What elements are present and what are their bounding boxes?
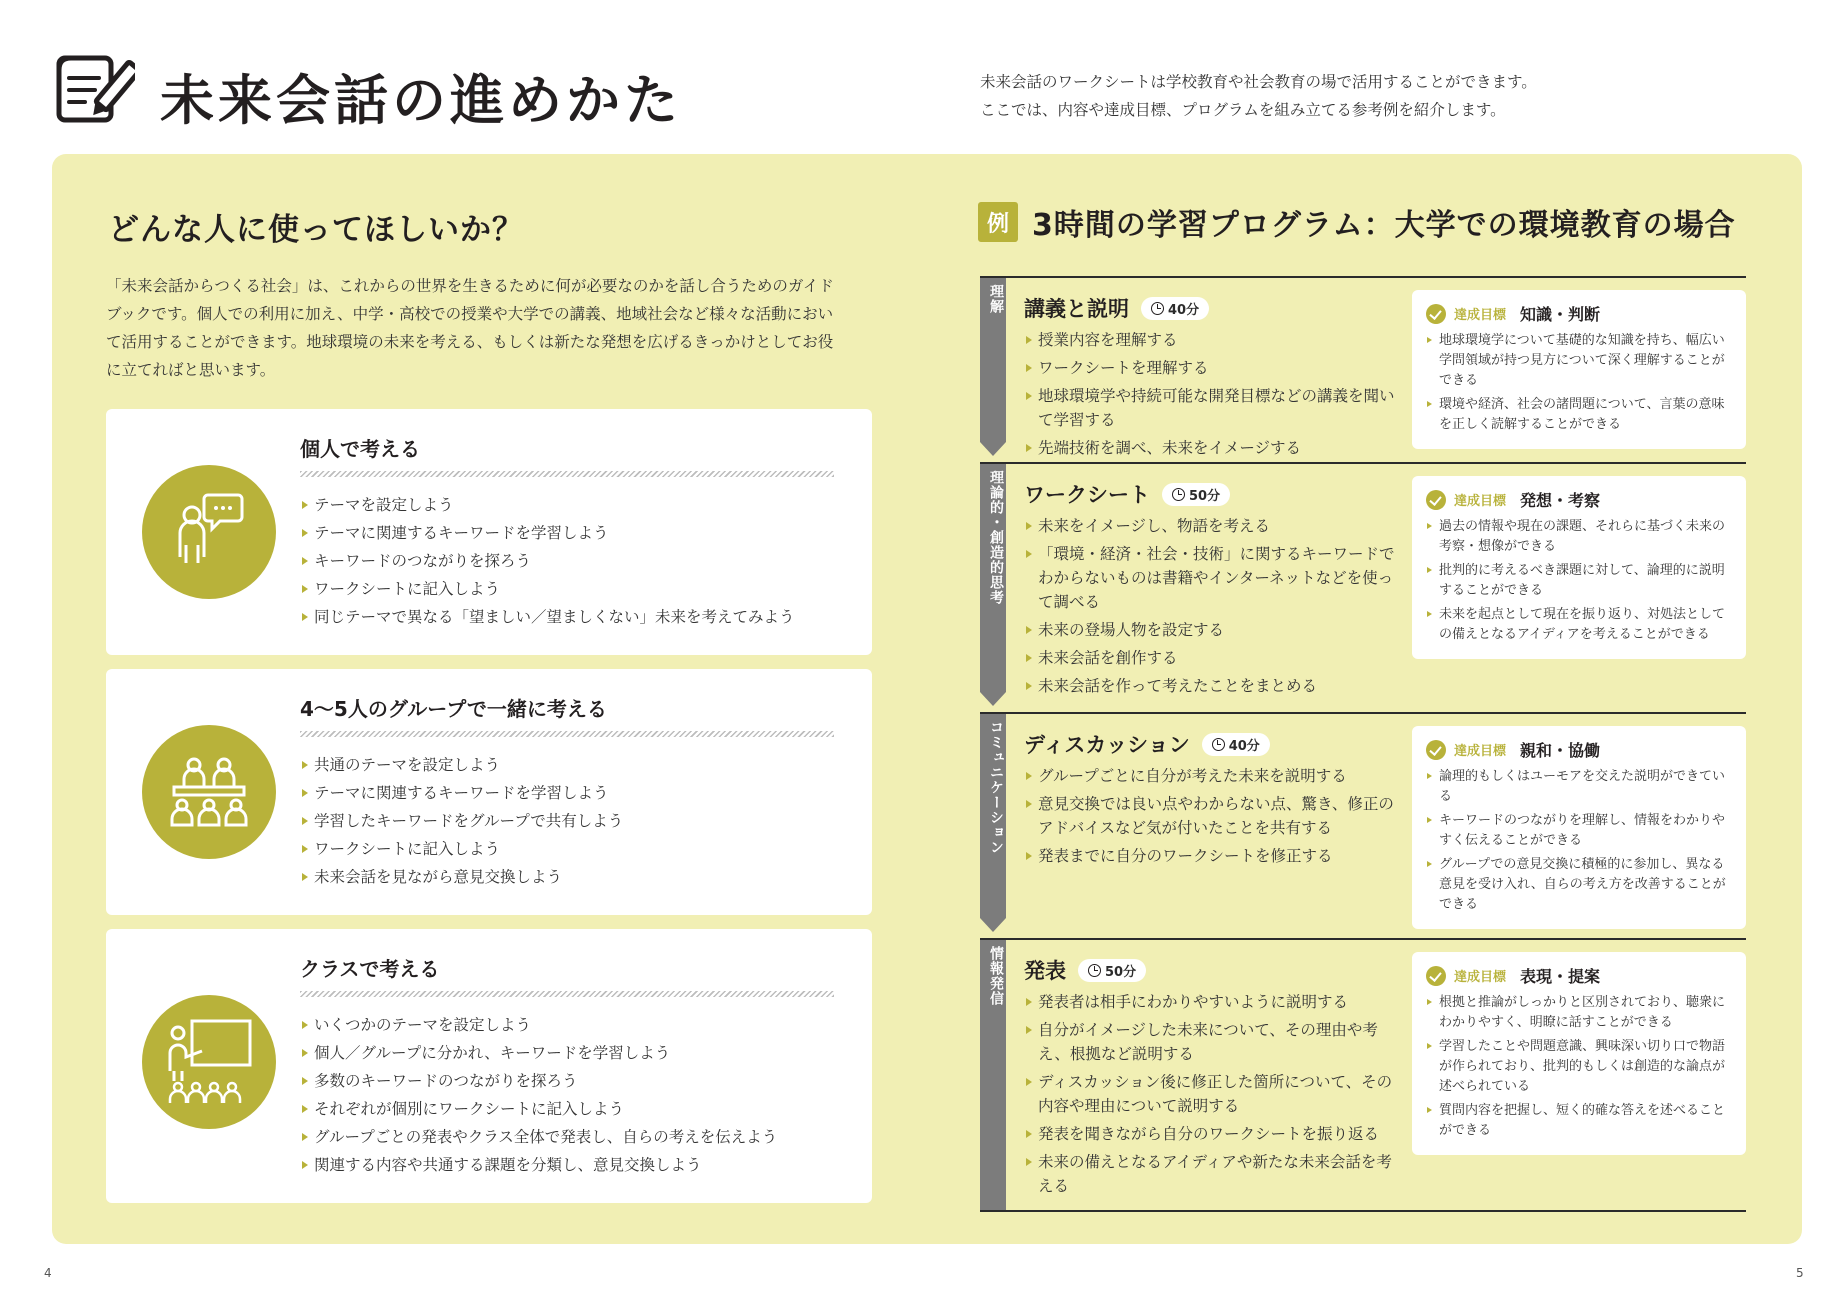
- list-item: 未来の登場人物を設定する: [1024, 618, 1404, 642]
- list-item: 同じテーマで異なる「望ましい／望ましくない」未来を考えてみよう: [300, 603, 795, 631]
- time-badge: [1141, 297, 1209, 320]
- example-badge: 例: [978, 202, 1018, 242]
- session-title: [1024, 479, 1230, 509]
- goal-head: [1426, 738, 1732, 761]
- session-list: [1024, 514, 1404, 702]
- header-intro-line: 未来会話のワークシートは学校教育や社会教育の場で活用することができます。: [980, 73, 1537, 91]
- divider: [980, 276, 1746, 278]
- person-speech-icon: [142, 465, 276, 599]
- time-text: 40分: [1168, 302, 1200, 318]
- session-list: [1024, 328, 1404, 464]
- session-list: [1024, 990, 1404, 1202]
- phase-label: 情報発信: [988, 946, 1004, 1006]
- list-item: テーマに関連するキーワードを学習しよう: [300, 779, 623, 807]
- session-name: 発表: [1024, 959, 1066, 983]
- list-item: 未来をイメージし、物語を考える: [1024, 514, 1404, 538]
- goal-head: [1426, 488, 1732, 511]
- phase-label: 理論的・創造的思考: [988, 470, 1004, 605]
- goal-name: 親和・協働: [1520, 741, 1601, 760]
- clock-icon: [1088, 964, 1101, 977]
- list-item: 「環境・経済・社会・技術」に関するキーワードでわからないものは書籍やインターネットなどを使って調べる: [1024, 542, 1404, 614]
- time-text: 50分: [1189, 488, 1221, 504]
- check-icon: [1426, 304, 1446, 324]
- list-item: 未来会話を作って考えたことをまとめる: [1024, 674, 1404, 698]
- divider: [980, 712, 1746, 714]
- goal-item: 環境や経済、社会の諸問題について、言葉の意味を正しく読解することができる: [1426, 395, 1732, 435]
- list-item: ディスカッション後に修正した箇所について、その内容や理由について説明する: [1024, 1070, 1404, 1118]
- session-list: [1024, 764, 1404, 872]
- list-item: 発表までに自分のワークシートを修正する: [1024, 844, 1404, 868]
- goal-item: 質問内容を把握し、短く的確な答えを述べることができる: [1426, 1101, 1732, 1141]
- goal-box: [1412, 726, 1746, 929]
- left-intro-line: ブックです。個人での利用に加え、中学・高校での授業や大学での講義、地域社会など様々な活動におい: [106, 305, 834, 323]
- program-title: 3時間の学習プログラム：大学での環境教育の場合: [1032, 208, 1736, 243]
- goal-item: 過去の情報や現在の課題、それらに基づく未来の考察・想像ができる: [1426, 517, 1732, 557]
- goal-head: [1426, 964, 1732, 987]
- divider: [980, 1210, 1746, 1212]
- classroom-board-icon: [142, 995, 276, 1129]
- goal-name: 知識・判断: [1520, 305, 1601, 324]
- goal-name: 発想・考察: [1520, 491, 1601, 510]
- left-intro-line: に立てればと思います。: [106, 361, 276, 379]
- program-heading: [978, 200, 1736, 244]
- list-item: 多数のキーワードのつながりを探ろう: [300, 1067, 777, 1095]
- divider: [980, 938, 1746, 940]
- time-badge: [1078, 959, 1146, 982]
- clock-icon: [1212, 738, 1225, 751]
- list-item: 個人／グループに分かれ、キーワードを学習しよう: [300, 1039, 777, 1067]
- goal-box: [1412, 290, 1746, 449]
- goal-label: 達成目標: [1454, 494, 1507, 509]
- divider: [300, 731, 834, 737]
- divider: [300, 471, 834, 477]
- card-title: クラスで考える: [300, 957, 440, 981]
- header-intro: [980, 68, 1537, 124]
- usage-card-class: [106, 929, 872, 1203]
- list-item: 未来の備えとなるアイディアや新たな未来会話を考える: [1024, 1150, 1404, 1198]
- session-title: [1024, 729, 1270, 759]
- session-title: [1024, 955, 1146, 985]
- list-item: 意見交換では良い点やわからない点、驚き、修正のアドバイスなど気が付いたことを共有する: [1024, 792, 1404, 840]
- card-list: [300, 491, 795, 631]
- list-item: いくつかのテーマを設定しよう: [300, 1011, 777, 1039]
- phase-label: 理解: [988, 284, 1004, 314]
- goal-label: 達成目標: [1454, 970, 1507, 985]
- goal-name: 表現・提案: [1520, 967, 1601, 986]
- session-name: 講義と説明: [1024, 297, 1129, 321]
- list-item: ワークシートに記入しよう: [300, 835, 623, 863]
- time-text: 40分: [1228, 738, 1260, 754]
- list-item: 地球環境学や持続可能な開発目標などの講義を聞いて学習する: [1024, 384, 1404, 432]
- session-name: ディスカッション: [1024, 733, 1190, 757]
- check-icon: [1426, 740, 1446, 760]
- goal-item: 地球環境学について基礎的な知識を持ち、幅広い学問領域が持つ見方について深く理解することができる: [1426, 331, 1732, 391]
- list-item: 発表を聞きながら自分のワークシートを振り返る: [1024, 1122, 1404, 1146]
- goal-list: [1426, 767, 1732, 915]
- list-item: 先端技術を調べ、未来をイメージする: [1024, 436, 1404, 460]
- goal-item: キーワードのつながりを理解し、情報をわかりやすく伝えることができる: [1426, 811, 1732, 851]
- page-title: 未来会話の進めかた: [160, 69, 682, 132]
- phase-label: コミュニケーション: [988, 720, 1004, 855]
- goal-box: [1412, 476, 1746, 659]
- list-item: それぞれが個別にワークシートに記入しよう: [300, 1095, 777, 1123]
- card-list: [300, 1011, 777, 1179]
- list-item: 発表者は相手にわかりやすいように説明する: [1024, 990, 1404, 1014]
- list-item: 授業内容を理解する: [1024, 328, 1404, 352]
- memo-pencil-icon: [55, 50, 135, 125]
- page-number-right: 5: [1796, 1266, 1804, 1280]
- goal-item: 論理的もしくはユーモアを交えた説明ができている: [1426, 767, 1732, 807]
- list-item: 学習したキーワードをグループで共有しよう: [300, 807, 623, 835]
- list-item: グループごとの発表やクラス全体で発表し、自らの考えを伝えよう: [300, 1123, 777, 1151]
- header-intro-line: ここでは、内容や達成目標、プログラムを組み立てる参考例を紹介します。: [980, 101, 1506, 119]
- check-icon: [1426, 490, 1446, 510]
- usage-card-individual: [106, 409, 872, 655]
- list-item: 自分がイメージした未来について、その理由や考え、根拠など説明する: [1024, 1018, 1404, 1066]
- card-title: 個人で考える: [300, 437, 420, 461]
- goal-item: 学習したことや問題意識、興味深い切り口で物語が作られており、批判的もしくは創造的な論点が述べられている: [1426, 1037, 1732, 1097]
- goal-list: [1426, 331, 1732, 435]
- list-item: テーマに関連するキーワードを学習しよう: [300, 519, 795, 547]
- list-item: テーマを設定しよう: [300, 491, 795, 519]
- left-heading: どんな人に使ってほしいか？: [108, 212, 524, 248]
- goal-label: 達成目標: [1454, 744, 1507, 759]
- divider: [300, 991, 834, 997]
- clock-icon: [1151, 302, 1164, 315]
- goal-head: [1426, 302, 1732, 325]
- list-item: キーワードのつながりを探ろう: [300, 547, 795, 575]
- list-item: ワークシートを理解する: [1024, 356, 1404, 380]
- list-item: 未来会話を見ながら意見交換しよう: [300, 863, 623, 891]
- usage-card-group: [106, 669, 872, 915]
- list-item: グループごとに自分が考えた未来を説明する: [1024, 764, 1404, 788]
- session-title: [1024, 293, 1209, 323]
- goal-item: 未来を起点として現在を振り返り、対処法としての備えとなるアイディアを考えることができる: [1426, 605, 1732, 645]
- clock-icon: [1172, 488, 1185, 501]
- goal-item: 批判的に考えるべき課題に対して、論理的に説明することができる: [1426, 561, 1732, 601]
- time-text: 50分: [1105, 964, 1137, 980]
- card-list: [300, 751, 623, 891]
- goal-label: 達成目標: [1454, 308, 1507, 323]
- list-item: 未来会話を創作する: [1024, 646, 1404, 670]
- page-number-left: 4: [44, 1266, 52, 1280]
- time-badge: [1162, 483, 1230, 506]
- list-item: 関連する内容や共通する課題を分類し、意見交換しよう: [300, 1151, 777, 1179]
- left-intro: [106, 272, 886, 384]
- goal-box: [1412, 952, 1746, 1155]
- group-table-icon: [142, 725, 276, 859]
- left-intro-line: て活用することができます。地球環境の未来を考える、もしくは新たな発想を広げるきっかけとしてお役: [106, 333, 834, 351]
- goal-list: [1426, 517, 1732, 645]
- goal-item: グループでの意見交換に積極的に参加し、異なる意見を受け入れ、自らの考え方を改善することができる: [1426, 855, 1732, 915]
- goal-list: [1426, 993, 1732, 1141]
- time-badge: [1202, 733, 1270, 756]
- check-icon: [1426, 966, 1446, 986]
- list-item: ワークシートに記入しよう: [300, 575, 795, 603]
- card-title: 4～5人のグループで一緒に考える: [300, 697, 607, 721]
- list-item: 共通のテーマを設定しよう: [300, 751, 623, 779]
- goal-item: 根拠と推論がしっかりと区別されており、聴衆にわかりやすく、明瞭に話すことができる: [1426, 993, 1732, 1033]
- left-intro-line: 「未来会話からつくる社会」は、これからの世界を生きるために何が必要なのかを話し合うためのガイド: [106, 277, 834, 295]
- session-name: ワークシート: [1024, 483, 1150, 507]
